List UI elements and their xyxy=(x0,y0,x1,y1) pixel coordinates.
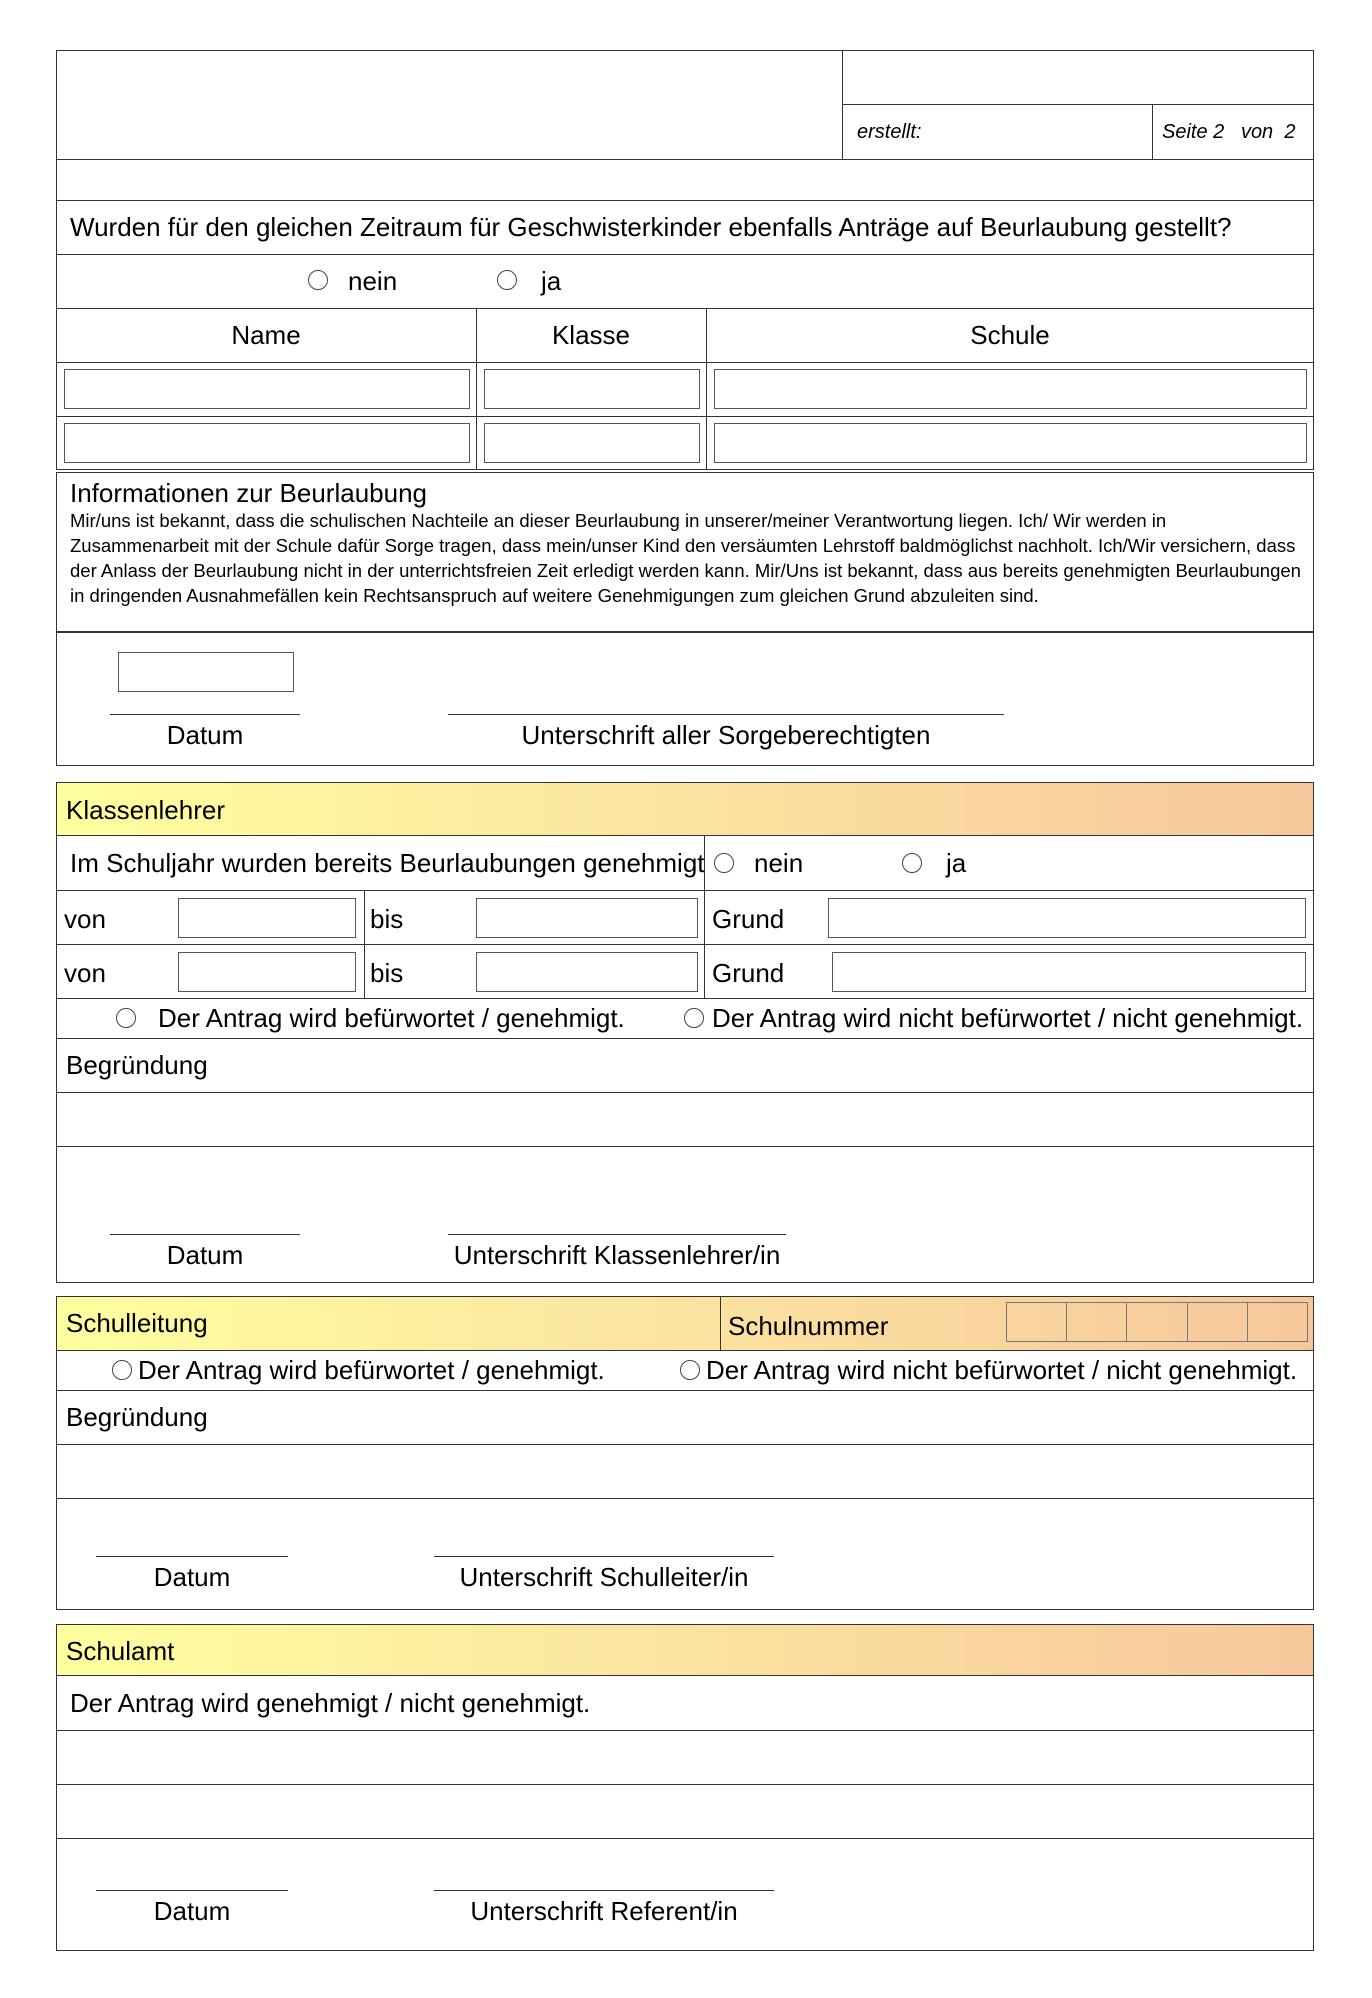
header-right-divider xyxy=(842,104,1314,105)
schulnummer-cells xyxy=(1006,1302,1308,1342)
page-number xyxy=(1162,120,1295,144)
sl-approve-label: Der Antrag wird befürwortet / genehmigt. xyxy=(138,1355,605,1385)
kl-ja-radio[interactable] xyxy=(902,853,922,873)
sl-decision-bottom xyxy=(56,1390,1314,1391)
geschwister-nein-label: nein xyxy=(348,266,398,296)
kl-begruendung-bottom xyxy=(56,1092,1314,1093)
sa-row-divider-3 xyxy=(56,1838,1314,1839)
schulamt-decision-text: Der Antrag wird genehmigt / nicht genehmigt. xyxy=(70,1688,591,1718)
col-header-name: Name xyxy=(231,320,301,350)
sl-datum-line xyxy=(96,1556,288,1557)
sl-empty-row-bottom xyxy=(56,1498,1314,1499)
sl-datum-label: Datum xyxy=(153,1562,231,1592)
kl-bis-input-2[interactable] xyxy=(476,952,698,992)
sibling-schule-input-1[interactable] xyxy=(714,369,1307,409)
klassenlehrer-title: Klassenlehrer xyxy=(66,795,225,825)
kl-signature-label: Unterschrift Klassenlehrer/in xyxy=(453,1240,781,1270)
sl-signature-line xyxy=(434,1556,774,1557)
sl-begruendung-bottom xyxy=(56,1444,1314,1445)
sl-header-divider xyxy=(720,1296,721,1351)
kl-datum-line xyxy=(110,1234,300,1235)
schulnummer-cell[interactable] xyxy=(1127,1303,1187,1341)
geschwister-nein-radio[interactable] xyxy=(308,270,328,290)
col-header-schule: Schule xyxy=(970,320,1050,350)
schulamt-title: Schulamt xyxy=(66,1636,175,1666)
header-page-divider xyxy=(1152,104,1153,160)
schulnummer-cell[interactable] xyxy=(1067,1303,1127,1341)
sibling-klasse-input-1[interactable] xyxy=(484,369,700,409)
header-box xyxy=(56,50,1314,160)
kl-grund-input-2[interactable] xyxy=(832,952,1306,992)
kl-begruendung-label: Begründung xyxy=(66,1050,208,1080)
sl-begruendung-label: Begründung xyxy=(66,1402,208,1432)
sa-row-divider-1 xyxy=(56,1730,1314,1731)
sa-datum-label: Datum xyxy=(153,1896,231,1926)
kl-grund-label-2: Grund xyxy=(712,958,785,988)
schulleitung-title: Schulleitung xyxy=(66,1308,208,1338)
kl-reject-radio[interactable] xyxy=(684,1008,704,1028)
kl-grund-label-1: Grund xyxy=(712,904,785,934)
info-signature-label: Unterschrift aller Sorgeberechtigten xyxy=(521,720,931,750)
table-row-divider xyxy=(56,416,1314,417)
kl-question: Im Schuljahr wurden bereits Beurlaubungen genehmigt xyxy=(70,848,705,878)
sl-signature-label: Unterschrift Schulleiter/in xyxy=(459,1562,749,1592)
kl-decision-bottom xyxy=(56,1038,1314,1039)
kl-von-input-1[interactable] xyxy=(178,898,356,938)
info-datum-input[interactable] xyxy=(118,652,294,692)
sibling-klasse-input-2[interactable] xyxy=(484,423,700,463)
sibling-name-input-2[interactable] xyxy=(64,423,470,463)
info-text: Mir/uns ist bekannt, dass die schulischen Nachteile an dieser Beurlaubung in unserer/meiner Verantwortung liegen. Ich/ Wir werden in Zusammenarbeit mit der Schule dafür Sorge tragen, dass mein/unser Kind den versäumten Lehrstoff baldmöglichst nachholt. Ich/Wir versichern, dass der Anlass der Beurlaubung nicht in der unterrichtsfreien Zeit erledigt werden kann. Mir/Uns ist bekannt, dass aus bereits genehmigten Beurlaubungen in dringenden Ausnahmefällen kein Rechtsanspruch auf weitere Genehmigungen zum gleichen Grund abzuleiten sind. xyxy=(70,510,1301,606)
schulamt-header xyxy=(56,1624,1314,1676)
kl-grund-input-1[interactable] xyxy=(828,898,1306,938)
sl-approve-radio[interactable] xyxy=(112,1360,132,1380)
sibling-schule-input-2[interactable] xyxy=(714,423,1307,463)
kl-bis-label-2: bis xyxy=(370,958,404,988)
geschwister-options-row xyxy=(56,254,1314,309)
sibling-name-input-1[interactable] xyxy=(64,369,470,409)
sa-signature-line xyxy=(434,1890,774,1891)
kl-von-input-2[interactable] xyxy=(178,952,356,992)
kl-signature-line xyxy=(448,1234,786,1235)
sl-reject-label: Der Antrag wird nicht befürwortet / nicht genehmigt. xyxy=(706,1355,1298,1385)
kl-von-label-1: von xyxy=(64,904,106,934)
sa-signature-label: Unterschrift Referent/in xyxy=(470,1896,738,1926)
kl-period-bottom xyxy=(56,998,1314,999)
info-signature-line xyxy=(448,714,1004,715)
erstellt-label: erstellt: xyxy=(857,121,922,143)
kl-period-divider xyxy=(56,944,1314,945)
klassenlehrer-header xyxy=(56,782,1314,836)
kl-nein-label: nein xyxy=(754,848,804,878)
kl-nein-radio[interactable] xyxy=(714,853,734,873)
kl-datum-label: Datum xyxy=(166,1240,244,1270)
schulnummer-label: Schulnummer xyxy=(728,1311,889,1341)
header-divider xyxy=(842,50,843,160)
kl-approve-radio[interactable] xyxy=(116,1008,136,1028)
col-header-klasse: Klasse xyxy=(551,320,631,350)
kl-von-label-2: von xyxy=(64,958,106,988)
info-title: Informationen zur Beurlaubung xyxy=(70,478,428,508)
table-header-divider xyxy=(56,362,1314,363)
sl-reject-radio[interactable] xyxy=(680,1360,700,1380)
kl-row-divider-1 xyxy=(56,890,1314,891)
info-datum-label: Datum xyxy=(166,720,244,750)
seite-label: Seite 2 xyxy=(1162,121,1225,143)
schulnummer-cell[interactable] xyxy=(1188,1303,1248,1341)
info-datum-line xyxy=(110,714,300,715)
von-label: von xyxy=(1240,121,1274,143)
kl-bis-input-1[interactable] xyxy=(476,898,698,938)
schulnummer-cell[interactable] xyxy=(1248,1303,1307,1341)
geschwister-question: Wurden für den gleichen Zeitraum für Geschwisterkinder ebenfalls Anträge auf Beurlaubung gestellt? xyxy=(70,212,1232,242)
geschwister-ja-label: ja xyxy=(541,266,562,296)
schulnummer-cell[interactable] xyxy=(1007,1303,1067,1341)
kl-ja-label: ja xyxy=(946,848,967,878)
kl-reject-label: Der Antrag wird nicht befürwortet / nicht genehmigt. xyxy=(712,1003,1304,1033)
spacer-row xyxy=(56,159,1314,201)
kl-bis-label-1: bis xyxy=(370,904,404,934)
sa-datum-line xyxy=(96,1890,288,1891)
geschwister-ja-radio[interactable] xyxy=(497,270,517,290)
kl-empty-row-bottom xyxy=(56,1146,1314,1147)
page-total: 2 xyxy=(1284,121,1296,143)
kl-approve-label: Der Antrag wird befürwortet / genehmigt. xyxy=(158,1003,625,1033)
sa-row-divider-2 xyxy=(56,1784,1314,1785)
